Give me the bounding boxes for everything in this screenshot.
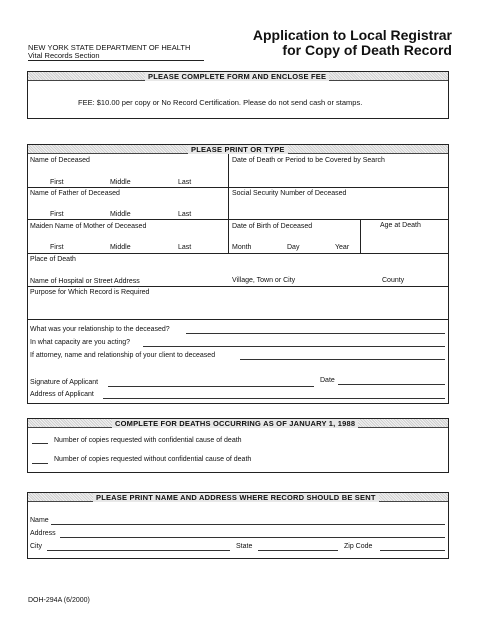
address-field[interactable] — [60, 537, 445, 538]
purpose-label: Purpose for Which Record is Required — [30, 289, 150, 296]
date-of-death-label: Date of Death or Period to be Covered by Search — [232, 157, 385, 164]
name-of-father-label: Name of Father of Deceased — [30, 190, 120, 197]
date-of-birth-label: Date of Birth of Deceased — [232, 223, 313, 230]
city-label: City — [30, 543, 43, 550]
print-banner-label: PLEASE PRINT OR TYPE — [188, 145, 288, 154]
address-of-applicant-field[interactable] — [103, 398, 445, 399]
relationship-field[interactable] — [186, 333, 445, 334]
date-field[interactable] — [338, 384, 445, 385]
address-label: Address — [30, 530, 56, 537]
name-label: Name — [30, 517, 49, 524]
first-label: First — [50, 211, 64, 218]
form-id: DOH-294A (6/2000) — [28, 597, 90, 604]
last-label: Last — [178, 211, 192, 218]
state-field[interactable] — [258, 550, 338, 551]
middle-label: Middle — [110, 179, 131, 186]
name-of-deceased-label: Name of Deceased — [30, 157, 90, 164]
copies-with-label: Number of copies requested with confidential cause of death — [54, 437, 242, 444]
capacity-label: In what capacity are you acting? — [30, 339, 131, 346]
first-label: First — [50, 179, 64, 186]
day-label: Day — [287, 244, 300, 251]
attorney-label: If attorney, name and relationship of your client to deceased — [30, 352, 216, 359]
copies-without-field[interactable] — [32, 463, 48, 464]
row-rule — [28, 286, 448, 287]
last-label: Last — [178, 179, 192, 186]
copies-with-field[interactable] — [32, 443, 48, 444]
age-at-death-label: Age at Death — [380, 222, 421, 229]
village-label: Village, Town or City — [232, 277, 296, 284]
row-rule — [28, 187, 448, 188]
applicant-info-section — [27, 144, 449, 404]
header-rule — [28, 60, 204, 61]
month-label: Month — [232, 244, 252, 251]
middle-label: Middle — [110, 211, 131, 218]
row-rule — [28, 319, 448, 320]
date-label: Date — [320, 377, 335, 384]
department-name: NEW YORK STATE DEPARTMENT OF HEALTH — [28, 43, 191, 52]
middle-label: Middle — [110, 244, 131, 251]
deaths-banner-label: COMPLETE FOR DEATHS OCCURRING AS OF JANUARY 1, 1988 — [112, 419, 358, 428]
grid-divider — [228, 154, 229, 254]
year-label: Year — [335, 244, 350, 251]
ssn-label: Social Security Number of Deceased — [232, 190, 347, 197]
form-title-line2: for Copy of Death Record — [282, 42, 452, 58]
grid-divider-age — [360, 219, 361, 254]
last-label: Last — [178, 244, 192, 251]
form-title-line1: Application to Local Registrar — [252, 27, 452, 43]
section-name: Vital Records Section — [28, 51, 100, 60]
relationship-label: What was your relationship to the deceased? — [30, 326, 170, 333]
zip-label: Zip Code — [344, 543, 373, 550]
maiden-name-mother-label: Maiden Name of Mother of Deceased — [30, 223, 147, 230]
city-field[interactable] — [47, 550, 230, 551]
copies-without-label: Number of copies requested without confidential cause of death — [54, 456, 252, 463]
hospital-label: Name of Hospital or Street Address — [30, 278, 140, 285]
state-label: State — [236, 543, 253, 550]
place-of-death-label: Place of Death — [30, 256, 76, 263]
first-label: First — [50, 244, 64, 251]
signature-label: Signature of Applicant — [30, 379, 99, 386]
sendto-banner-label: PLEASE PRINT NAME AND ADDRESS WHERE RECORD SHOULD BE SENT — [93, 493, 379, 502]
fee-banner-label: PLEASE COMPLETE FORM AND ENCLOSE FEE — [145, 72, 329, 81]
zip-field[interactable] — [380, 550, 445, 551]
county-label: County — [382, 277, 405, 284]
fee-text: FEE: $10.00 per copy or No Record Certification. Please do not send cash or stamps. — [78, 98, 363, 107]
attorney-field[interactable] — [240, 359, 445, 360]
row-rule — [28, 219, 448, 220]
signature-field[interactable] — [108, 386, 314, 387]
capacity-field[interactable] — [143, 346, 445, 347]
address-of-applicant-label: Address of Applicant — [30, 391, 94, 398]
row-rule — [28, 253, 448, 254]
name-field[interactable] — [51, 524, 445, 525]
